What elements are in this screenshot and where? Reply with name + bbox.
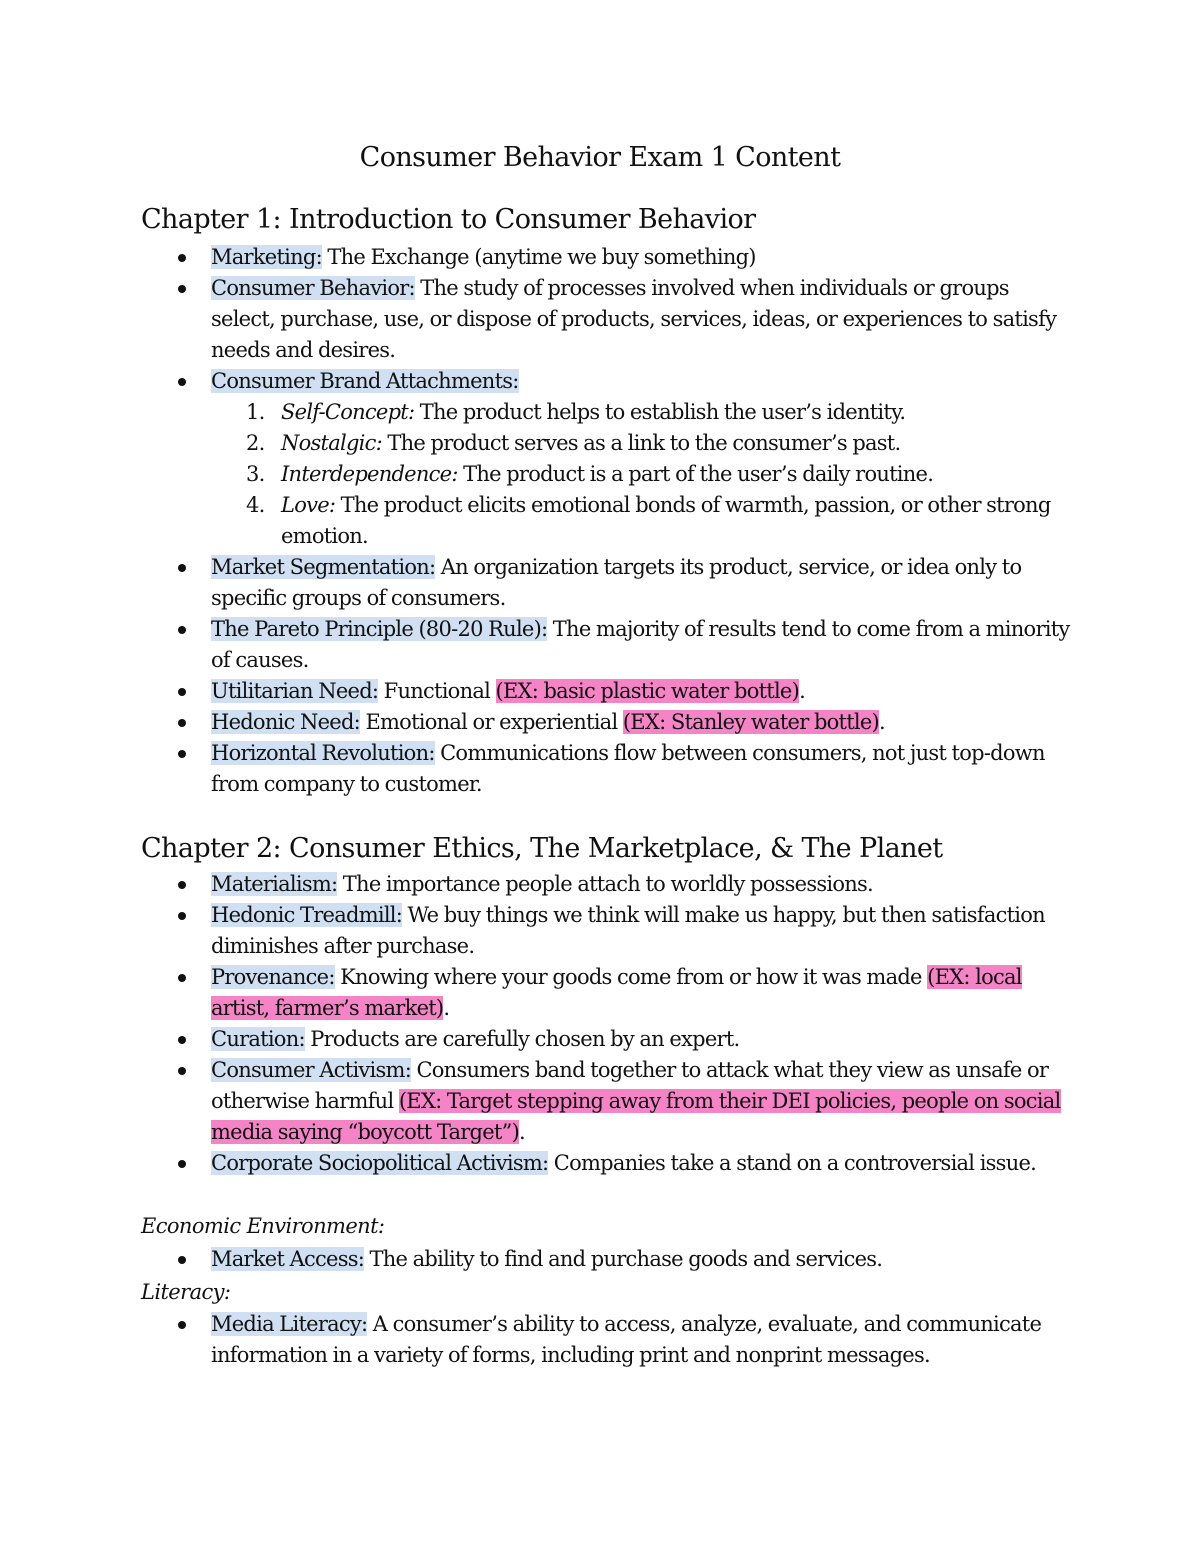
term-label: Utilitarian Need: [211, 679, 379, 703]
item-number: 1. [246, 400, 265, 424]
list-item [211, 273, 1071, 366]
list-item [211, 707, 1071, 738]
trailing-punctuation: . [443, 996, 450, 1020]
term-label: Nostalgic: [281, 431, 382, 455]
term-label: Corporate Sociopolitical Activism: [211, 1151, 549, 1175]
list-item [211, 676, 1071, 707]
document-title: Consumer Behavior Exam 1 Content [359, 142, 841, 173]
definition-text: The ability to find and purchase goods and services. [364, 1247, 883, 1271]
chapter-1-heading: Chapter 1: Introduction to Consumer Behavior [141, 204, 756, 235]
economic-environment-heading: Economic Environment: [141, 1214, 385, 1238]
list-item [211, 900, 1071, 962]
term-label: Provenance: [211, 965, 335, 989]
definition-text: The study of processes involved when individuals or groups select, purchase, use, or dispose of products, services, ideas, or experiences to satisfy needs and desires. [211, 276, 1057, 362]
term-label: Consumer Activism: [211, 1058, 412, 1082]
item-number: 4. [246, 493, 265, 517]
term-label: Horizontal Revolution: [211, 741, 435, 765]
definition-text: The importance people attach to worldly possessions. [337, 872, 873, 896]
definition-text: Knowing where your goods come from or how it was made [334, 965, 928, 989]
trailing-punctuation: . [879, 710, 885, 734]
trailing-punctuation: . [519, 1120, 525, 1144]
definition-text: The Exchange (anytime we buy something) [321, 245, 756, 269]
definition-text: A consumer’s ability to access, analyze, evaluate, and communicate information in a variety of forms, including print and nonprint messages. [211, 1312, 1042, 1367]
definition-text: An organization targets its product, service, or idea only to specific groups of consumers. [211, 555, 1022, 610]
definition-text: The product helps to establish the user’s identity. [414, 400, 906, 424]
term-label: Media Literacy: [211, 1312, 368, 1336]
list-item [211, 366, 1071, 552]
definition-text: The majority of results tend to come from a minority of causes. [211, 617, 1070, 672]
numbered-item [246, 428, 1071, 459]
definition-text: Consumers band together to attack what they view as unsafe or otherwise harmful [211, 1058, 1049, 1113]
term-label: The Pareto Principle (80-20 Rule): [211, 617, 548, 641]
term-label: Hedonic Need: [211, 710, 361, 734]
definition-text: The product elicits emotional bonds of warmth, passion, or other strong emotion. [281, 493, 1051, 548]
term-label: Interdependence: [281, 462, 458, 486]
list-item [211, 1024, 1071, 1055]
literacy-list [211, 1309, 1071, 1371]
definition-text: Companies take a stand on a controversial issue. [548, 1151, 1037, 1175]
definition-text: Communications flow between consumers, not just top-down from company to customer. [211, 741, 1045, 796]
list-item [211, 242, 1071, 273]
economic-environment-list [211, 1244, 1071, 1275]
term-label: Love: [281, 493, 336, 517]
chapter-2-heading: Chapter 2: Consumer Ethics, The Marketplace, & The Planet [141, 833, 943, 864]
list-item [211, 869, 1071, 900]
list-item [211, 1244, 1071, 1275]
example-highlight: (EX: Stanley water bottle) [622, 710, 879, 734]
example-highlight: (EX: local artist, farmer’s market) [211, 965, 1022, 1020]
list-item [211, 962, 1071, 1024]
item-number: 3. [246, 462, 265, 486]
definition-text: The product serves as a link to the consumer’s past. [381, 431, 901, 455]
numbered-item [246, 397, 1071, 428]
brand-attachments-list [246, 397, 1071, 552]
literacy-heading: Literacy: [141, 1280, 231, 1304]
term-label: Market Access: [211, 1247, 365, 1271]
numbered-item [246, 490, 1071, 552]
definition-text: We buy things we think will make us happy, but then satisfaction diminishes after purchase. [211, 903, 1045, 958]
trailing-punctuation: . [799, 679, 805, 703]
list-item [211, 614, 1071, 676]
definition-text: Emotional or experiential [360, 710, 623, 734]
term-label: Consumer Brand Attachments: [211, 369, 519, 393]
definition-text: Functional [378, 679, 496, 703]
definition-text: The product is a part of the user’s daily routine. [457, 462, 934, 486]
list-item [211, 1148, 1071, 1179]
list-item [211, 1055, 1071, 1148]
term-label: Self-Concept: [281, 400, 415, 424]
numbered-item [246, 459, 1071, 490]
example-highlight: (EX: basic plastic water bottle) [495, 679, 800, 703]
term-label: Materialism: [211, 872, 338, 896]
chapter-1-list [211, 242, 1071, 800]
list-item [211, 1309, 1071, 1371]
term-label: Consumer Behavior: [211, 276, 415, 300]
term-label: Market Segmentation: [211, 555, 436, 579]
term-label: Marketing: [211, 245, 322, 269]
list-item [211, 552, 1071, 614]
chapter-2-list [211, 869, 1071, 1179]
item-number: 2. [246, 431, 265, 455]
list-item [211, 738, 1071, 800]
term-label: Hedonic Treadmill: [211, 903, 403, 927]
example-highlight: (EX: Target stepping away from their DEI policies, people on social media saying “boycott Target”) [211, 1089, 1061, 1144]
term-label: Curation: [211, 1027, 305, 1051]
definition-text: Products are carefully chosen by an expert. [304, 1027, 740, 1051]
